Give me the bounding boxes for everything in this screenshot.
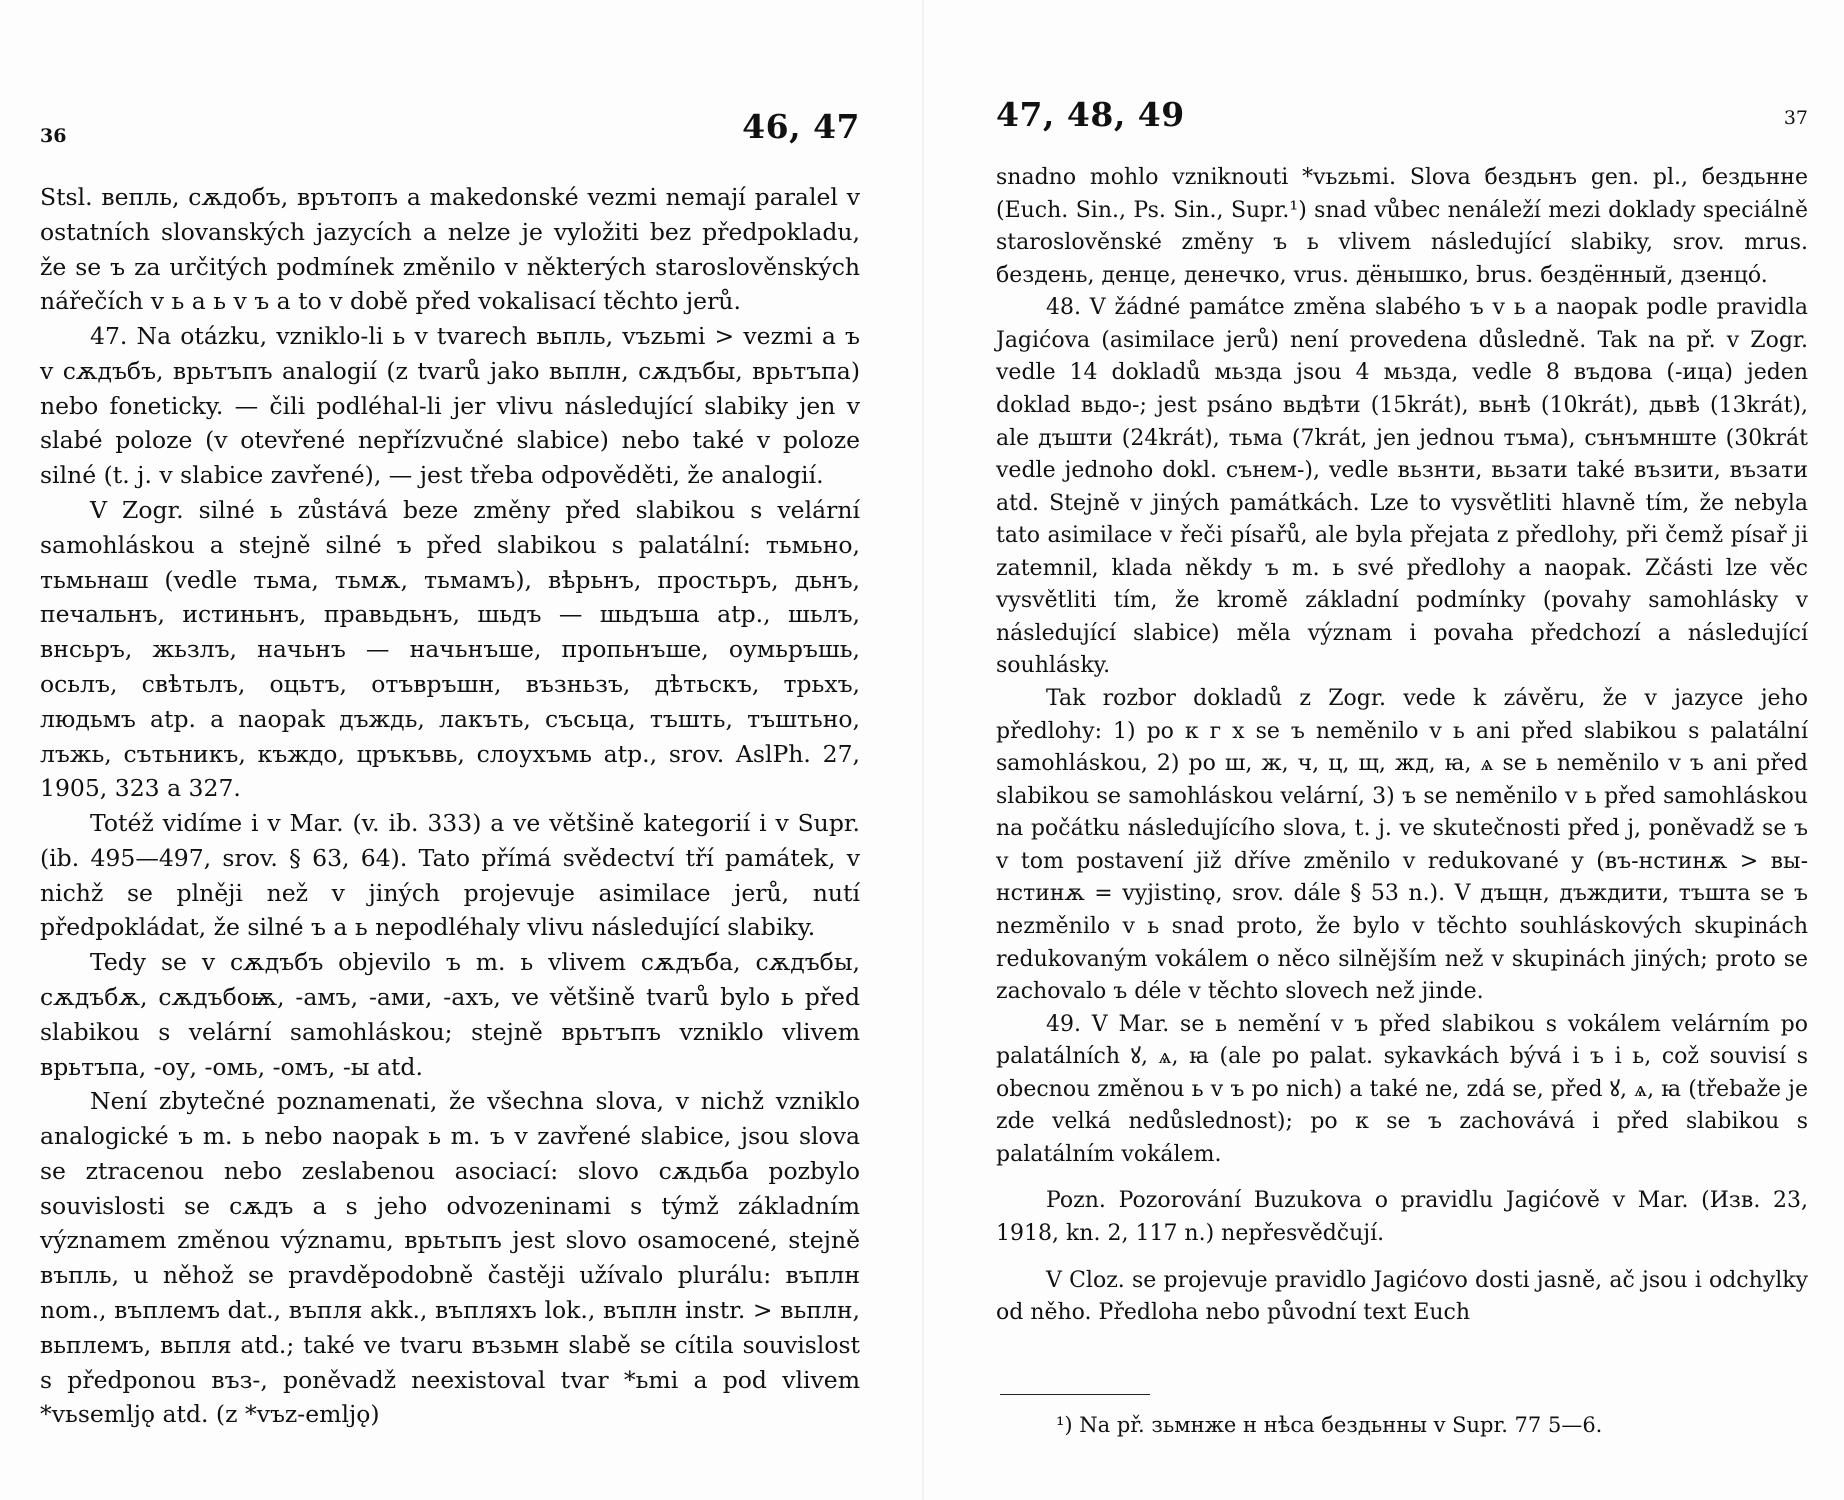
book-gutter — [922, 0, 924, 1500]
paragraph: Není zbytečné poznamenati, že všechna slova, v nichž vzniklo analogické ъ m. ь nebo naopak ь m. ъ v zavřené slabice, jsou slova se ztracenou nebo zeslabenou asociací: slovo сѫдьба pozbylo souvislosti se сѫдъ a s jeho odvozeninami s týmž základním významem změnou významu, врьтьпъ jest slovo osamocené, stejně въпль, u něhož se pravděpodobně častěji užívalo plurálu: въплн nom., въплемъ dat., въпля akk., въпляхъ lok., въплн instr. > вьплн, вьплемъ, вьпля atd.; také ve tvaru възьмн slabě se cítila souvislost s předponou въз-, poněvadž neexistoval tvar *ьmi a pod vlivem *vьsemljǫ atd. (z *vъz-emljǫ) — [40, 1087, 860, 1429]
paragraph: Tedy se v сѫдъбъ objevilo ъ m. ь vlivem сѫдъба, сѫдъбы, сѫдъбѫ, сѫдъбоѭ, -амъ, -ами, -ахъ, ve většině tvarů bylo ь před slabikou s velární samohláskou; stejně врьтъпъ vzniklo vlivem врьтъпа, -оу, -омь, -омъ, -ы atd. — [40, 948, 860, 1081]
paragraph: V Zogr. silné ь zůstává beze změny před slabikou s velární samohláskou a stejně silné ъ před slabikou s palatální: тьмьно, тьмьнаш (vedle тьма, тьмѫ, тьмамъ), вѣрьнъ, простьръ, дьнъ, печальнъ, истиньнъ, правьдьнъ, шьдъ — шьдъша atp., шьлъ, внсьръ, жьзлъ, начьнъ — начьнъше, пропьнъше, оумьръшь, осьлъ, свѣтьлъ, оцьтъ, отъвръшн, възньзъ, дѣтьскъ, трьхъ, людьмъ atp. a naopak дъждь, лакъть, съсьца, тъшть, тъштьно, лъжь, сътьникъ, къждо, цръкъвь, слоухъмь atp., srov. AslPh. 27, 1905, 323 a 327. — [40, 496, 860, 803]
right-page — [996, 0, 1808, 1500]
page-body — [40, 180, 860, 1432]
footnote-rule — [1000, 1394, 1150, 1395]
paragraph: Totéž vidíme i v Mar. (v. ib. 333) a ve většině kategorií i v Supr. (ib. 495—497, srov. § 63, 64). Tato přímá svědectví tří památek, v nichž se plněji než v jiných projevuje asimilace jerů, nutí předpokládat, že silné ъ a ь nepodléhaly vlivu následující slabiky. — [40, 809, 860, 942]
page-body — [996, 162, 1808, 1330]
footnote: ¹) Na př. зьмнже н нѣса бездьнны v Supr. 77 5—6. — [1056, 1413, 1603, 1437]
paragraph: 47. Na otázku, vzniklo-li ь v tvarech вьпль, vъzьmi > vezmi a ъ v сѫдъбъ, врьтъпъ analogií (z tvarů jako вьплн, сѫдъбы, врьтъпа) nebo foneticky. — čili podléhal-li jer vlivu následující slabiky jen v slabé poloze (v otevřené nepřízvučné slabice) nebo také v poloze silné (t. j. v slabice zavřené), — jest třeba odpověděti, že analogií. — [40, 322, 860, 490]
paragraph: 49. V Mar. se ь nemění v ъ před slabikou s vokálem velárním po palatálních ꙋ, ѧ, ꙗ (ale po palat. sykavkách bývá i ъ i ь, což souvisí s obecnou změnou ь v ъ po nich) a také ne, zdá se, před ꙋ, ѧ, ꙗ (třebaže je zde velká nedůslednost); po к se ъ zachovává i před slabikou s palatálním vokálem. — [996, 1011, 1808, 1167]
section-reference: 47, 48, 49 — [996, 95, 1185, 134]
section-reference: 46, 47 — [742, 107, 860, 146]
remark-paragraph: Pozn. Pozorování Buzukova o pravidlu Jagićově v Mar. (Изв. 23, 1918, kn. 2, 117 n.) nepřesvědčují. — [996, 1188, 1808, 1246]
page-number: 37 — [1783, 107, 1808, 129]
paragraph: snadno mohlo vzniknouti *vьzьmi. Slova бездьнъ gen. pl., бездьнне (Euch. Sin., Ps. Sin., Supr.¹) snad vůbec nenáleží mezi doklady speciálně staroslověnské změny ъ ь vlivem následující slabiky, srov. mrus. бездень, денце, денечко, vrus. дёнышко, brus. бездённый, дзенцó. — [996, 165, 1808, 288]
paragraph: V Cloz. se projevuje pravidlo Jagićovo dosti jasně, ač jsou i odchylky od něho. Předloha nebo původní text Euch — [996, 1267, 1808, 1326]
paragraph: Tak rozbor dokladů z Zogr. vede k závěru, že v jazyce jeho předlohy: 1) po к г х se ъ neměnilo v ь ani před slabikou s palatální samohláskou, 2) po ш, ж, ч, ц, щ, жд, ꙗ, ѧ se ь neměnilo v ъ ani před slabikou se samohláskou velární, 3) ъ se neměnilo v ь před samohláskou na počátku následujícího slova, t. j. ve skutečnosti před j, poněvadž se ъ v tom postavení již dříve změnilo v redukované y (въ-нстинѫ > вы-нстинѫ = vyjistinǫ, srov. dále § 53 n.). V дъщн, дъждити, тъшта se ъ nezměnilo v ь snad proto, že bylo v těchto souhláskových skupinách redukovaným vokálem o něco silnějším než v skupinách jiných; proto se zachovalo ъ déle v těchto slovech než jinde. — [996, 686, 1808, 1005]
paragraph: Stsl. вепль, сѫдобъ, врътопъ a makedonské vezmi nemají paralel v ostatních slovanských jazycích a nelze je vyložiti bez předpokladu, že se ъ za určitých podmínek změnilo v některých staroslověnských nářečích v ь a ь v ъ a to v době před vokalisací těchto jerů. — [40, 183, 860, 316]
paragraph: 48. V žádné památce změna slabého ъ v ь a naopak podle pravidla Jagićova (asimilace jerů) není provedena důsledně. Tak na př. v Zogr. vedle 14 dokladů мьзда jsou 4 мьзда, vedle 8 въдова (-ица) jeden doklad вьдо-; jest psáno вьдѣти (15krát), вьнѣ (10krát), дьвѣ (13krát), ale дъшти (24krát), тьма (7krát, jen jednou тъма), сънъмнште (30krát vedle jednoho dokl. сънем-), vedle вьзнти, вьзати také възити, възати atd. Stejně v jiných památkách. Lze to vysvětliti hlavně tím, že nebyla tato asimilace v řeči písařů, ale byla přejata z předlohy, při čemž písař ji zatemnil, klada někdy ъ m. ь své předlohy a naopak. Zčásti lze věc vysvětliti tím, že kromě základní podmínky (povahy samohlásky v následující slabice) měla význam i povaha předchozí a následující souhlásky. — [996, 295, 1808, 679]
left-page — [40, 0, 860, 1500]
page-number: 36 — [40, 125, 67, 147]
